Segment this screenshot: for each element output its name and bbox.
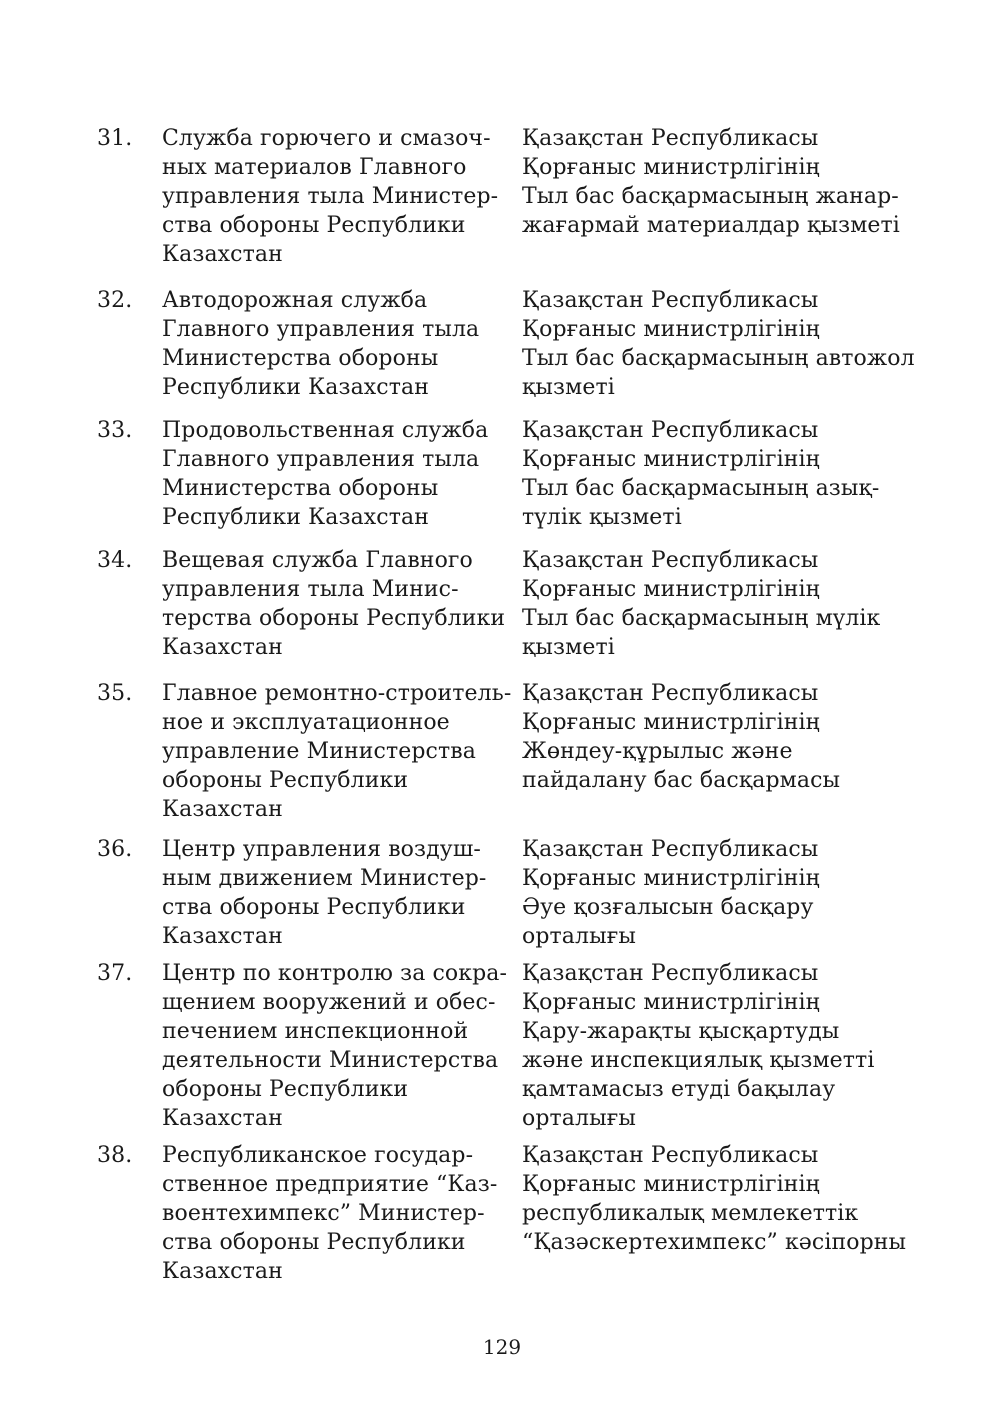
entry-number: 35. — [97, 681, 133, 706]
ru-line: Вещевая служба Главного — [162, 548, 473, 573]
ru-line: Казахстан — [162, 924, 283, 949]
entry-kz-text — [522, 124, 900, 240]
ru-line: управления тыла Министер- — [162, 184, 499, 209]
kz-line: “Қазәскертехимпекс” кәсіпорны — [522, 1230, 907, 1255]
ru-line: ным движением Министер- — [162, 866, 487, 891]
entry-number: 37. — [97, 961, 133, 986]
kz-line: орталығы — [522, 924, 636, 949]
ru-line: Министерства обороны — [162, 346, 439, 371]
ru-line: Центр по контролю за сокра- — [162, 961, 508, 986]
entry-number: 31. — [97, 126, 133, 151]
ru-line: Служба горючего и смазоч- — [162, 126, 491, 151]
kz-line: Тыл бас басқармасының азық- — [522, 476, 880, 501]
entry-ru-text — [162, 416, 488, 532]
kz-line: Әуе қозғалысын басқару — [522, 895, 814, 920]
kz-line: және инспекциялық қызметті — [522, 1048, 875, 1073]
entry-kz-text — [522, 286, 915, 402]
kz-line: Тыл бас басқармасының автожол — [522, 346, 915, 371]
ru-line: Казахстан — [162, 635, 283, 660]
kz-line: қызметі — [522, 375, 615, 400]
kz-line: Қазақстан Республикасы — [522, 681, 819, 706]
kz-line: Қазақстан Республикасы — [522, 837, 819, 862]
kz-line: пайдалану бас басқармасы — [522, 768, 841, 793]
ru-line: Республики Казахстан — [162, 505, 429, 530]
ru-line: ных материалов Главного — [162, 155, 467, 180]
ru-line: обороны Республики — [162, 1077, 409, 1102]
entry-ru-text — [162, 546, 505, 662]
kz-line: Қорғаныс министрлігінің — [522, 1172, 820, 1197]
entry-number: 34. — [97, 548, 133, 573]
kz-line: Қорғаныс министрлігінің — [522, 710, 820, 735]
entry-ru-text — [162, 124, 498, 269]
ru-line: Казахстан — [162, 1106, 283, 1131]
ru-line: терства обороны Республики — [162, 606, 506, 631]
entry-number: 38. — [97, 1143, 133, 1168]
entry-kz-text — [522, 679, 840, 795]
kz-line: Қорғаныс министрлігінің — [522, 866, 820, 891]
ru-line: Республики Казахстан — [162, 375, 429, 400]
kz-line: Қазақстан Республикасы — [522, 961, 819, 986]
kz-line: қызметі — [522, 635, 615, 660]
kz-line: Қару-жарақты қысқартуды — [522, 1019, 840, 1044]
entry-number: 36. — [97, 837, 133, 862]
ru-line: ное и эксплуатационное — [162, 710, 450, 735]
ru-line: воентехимпекс” Министер- — [162, 1201, 485, 1226]
ru-line: Казахстан — [162, 242, 283, 267]
entry-kz-text — [522, 835, 820, 951]
kz-line: Тыл бас басқармасының жанар- — [522, 184, 899, 209]
kz-line: Жөндеу-құрылыс және — [522, 739, 793, 764]
kz-line: Қорғаныс министрлігінің — [522, 155, 820, 180]
ru-line: печением инспекционной — [162, 1019, 469, 1044]
kz-line: Қорғаныс министрлігінің — [522, 447, 820, 472]
ru-line: Республиканское государ- — [162, 1143, 474, 1168]
kz-line: түлік қызметі — [522, 505, 682, 530]
ru-line: деятельности Министерства — [162, 1048, 499, 1073]
kz-line: Қазақстан Республикасы — [522, 288, 819, 313]
ru-line: ственное предприятие “Каз- — [162, 1172, 498, 1197]
ru-line: Главного управления тыла — [162, 447, 480, 472]
ru-line: ства обороны Республики — [162, 895, 466, 920]
ru-line: Главное ремонтно-строитель- — [162, 681, 512, 706]
kz-line: Тыл бас басқармасының мүлік — [522, 606, 881, 631]
entry-ru-text — [162, 286, 479, 402]
entry-ru-text — [162, 835, 486, 951]
entry-kz-text — [522, 1141, 906, 1257]
ru-line: Центр управления воздуш- — [162, 837, 481, 862]
ru-line: ства обороны Республики — [162, 213, 466, 238]
ru-line: управление Министерства — [162, 739, 476, 764]
kz-line: Қазақстан Республикасы — [522, 548, 819, 573]
entry-ru-text — [162, 679, 511, 824]
entry-kz-text — [522, 546, 880, 662]
kz-line: Қорғаныс министрлігінің — [522, 577, 820, 602]
ru-line: Казахстан — [162, 1259, 283, 1284]
kz-line: Қазақстан Республикасы — [522, 418, 819, 443]
ru-line: Министерства обороны — [162, 476, 439, 501]
kz-line: Қазақстан Республикасы — [522, 126, 819, 151]
kz-line: Қорғаныс министрлігінің — [522, 990, 820, 1015]
kz-line: Қазақстан Республикасы — [522, 1143, 819, 1168]
ru-line: Автодорожная служба — [162, 288, 428, 313]
entry-number: 33. — [97, 418, 133, 443]
kz-line: жағармай материалдар қызметі — [522, 213, 900, 238]
entry-ru-text — [162, 959, 507, 1133]
entry-ru-text — [162, 1141, 497, 1286]
kz-line: республикалық мемлекеттік — [522, 1201, 859, 1226]
ru-line: управления тыла Минис- — [162, 577, 459, 602]
entry-number: 32. — [97, 288, 133, 313]
page-number: 129 — [482, 1335, 522, 1359]
kz-line: орталығы — [522, 1106, 636, 1131]
entry-kz-text — [522, 416, 879, 532]
ru-line: Казахстан — [162, 797, 283, 822]
ru-line: обороны Республики — [162, 768, 409, 793]
ru-line: ства обороны Республики — [162, 1230, 466, 1255]
ru-line: Продовольственная служба — [162, 418, 489, 443]
ru-line: щением вооружений и обес- — [162, 990, 496, 1015]
kz-line: Қорғаныс министрлігінің — [522, 317, 820, 342]
ru-line: Главного управления тыла — [162, 317, 480, 342]
kz-line: қамтамасыз етуді бақылау — [522, 1077, 836, 1102]
entry-kz-text — [522, 959, 874, 1133]
